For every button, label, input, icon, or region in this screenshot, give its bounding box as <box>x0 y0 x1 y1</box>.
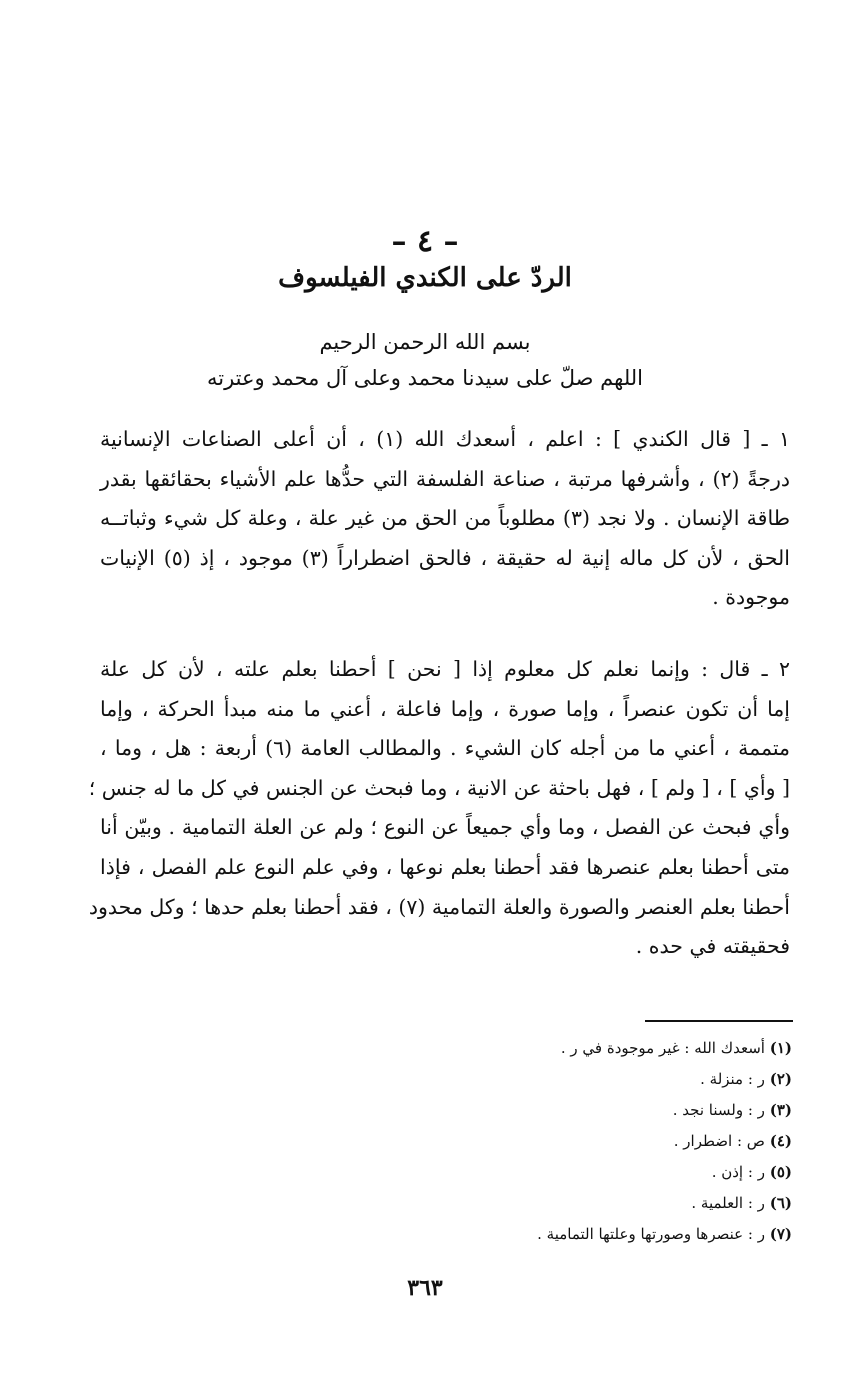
footnote-5 <box>380 1157 792 1188</box>
footnote-text: أسعدك الله : غير موجودة في ر . <box>560 1039 765 1057</box>
footnote-6 <box>380 1188 792 1219</box>
paragraph-line: أحطنا بعلم العنصر والصورة والعلة التمامية (٧) ، فقد أحطنا بعلم حدها ؛ وكل محدود <box>88 894 790 919</box>
paragraph-line: وأي فبحث عن الفصل ، وما وأي جميعاً عن النوع ؛ ولم عن العلة التمامية . وبيّن أنا <box>100 815 790 840</box>
footnote-mark: (٥) <box>769 1163 792 1181</box>
paragraph-2 <box>88 650 790 967</box>
footnote-mark: (٢) <box>769 1070 792 1088</box>
chapter-title: الردّ على الكندي الفيلسوف <box>278 263 572 293</box>
paragraph-line: إما أن تكون عنصراً ، وإما صورة ، وإما فاعلة ، أعني ما منه مبدأ الحركة ، وإما <box>100 696 790 721</box>
footnote-7 <box>380 1219 792 1250</box>
paragraph-line: [ وأي ] ، [ ولم ] ، فهل باحثة عن الانية ، وما فبحث عن الجنس في كل ما له جنس ؛ <box>88 775 790 800</box>
footnote-text: ر : ولسنا نجد . <box>672 1101 765 1119</box>
paragraph-line: فحقيقته في حده . <box>635 934 790 959</box>
footnote-mark: (٤) <box>769 1132 792 1150</box>
footnote-4 <box>380 1126 792 1157</box>
paragraph-1 <box>100 420 790 618</box>
footnote-text: ص : اضطرار . <box>673 1132 765 1150</box>
paragraph-line: طاقة الإنسان . ولا نجد (٣) مطلوباً من الحق من غير علة ، وعلة كل شيء وثباتــه <box>100 506 791 531</box>
footnote-text: ر : منزلة . <box>700 1070 765 1088</box>
basmala: بسم الله الرحمن الرحيم <box>319 330 531 354</box>
invocation: اللهم صلّ على سيدنا محمد وعلى آل محمد وعترته <box>206 366 644 390</box>
footnote-text: ر : إذن . <box>711 1163 765 1181</box>
footnotes <box>380 1033 792 1250</box>
footnote-2 <box>380 1064 792 1095</box>
paragraph-line: ٢ ـ قال : وإنما نعلم كل معلوم إذا [ نحن ] أحطنا بعلم علته ، لأن كل علة <box>100 657 790 681</box>
footnote-mark: (١) <box>769 1039 792 1057</box>
section-number: – ٤ – <box>391 224 459 259</box>
footnote-mark: (٧) <box>769 1225 792 1243</box>
paragraph-line: متى أحطنا بعلم عنصرها فقد أحطنا بعلم نوعها ، وفي علم النوع علم الفصل ، فإذا <box>100 854 790 879</box>
footnote-mark: (٦) <box>769 1194 792 1212</box>
footnote-1 <box>380 1033 792 1064</box>
footnote-divider <box>645 1020 793 1022</box>
paragraph-line: الحق ، لأن كل ماله إنية له حقيقة ، فالحق اضطراراً (٣) موجود ، إذ (٥) الإنيات <box>100 545 790 570</box>
paragraph-line: متممة ، أعني ما من أجله كان الشيء . والمطالب العامة (٦) أربعة : هل ، وما ، <box>100 736 790 761</box>
footnote-text: ر : عنصرها وصورتها وعلتها التمامية . <box>537 1225 765 1243</box>
paragraph-line: موجودة . <box>712 585 790 610</box>
paragraph-line: درجةً (٢) ، وأشرفها مرتبة ، صناعة الفلسفة التي حدُّها علم الأشياء بحقائقها بقدر <box>100 466 790 491</box>
footnote-mark: (٣) <box>769 1101 792 1119</box>
paragraph-line: ١ ـ [ قال الكندي ] : اعلم ، أسعدك الله (١) ، أن أعلى الصناعات الإنسانية <box>100 427 790 451</box>
footnote-text: ر : العلمية . <box>691 1194 765 1212</box>
page-number: ٣٦٣ <box>407 1275 443 1301</box>
footnote-3 <box>380 1095 792 1126</box>
